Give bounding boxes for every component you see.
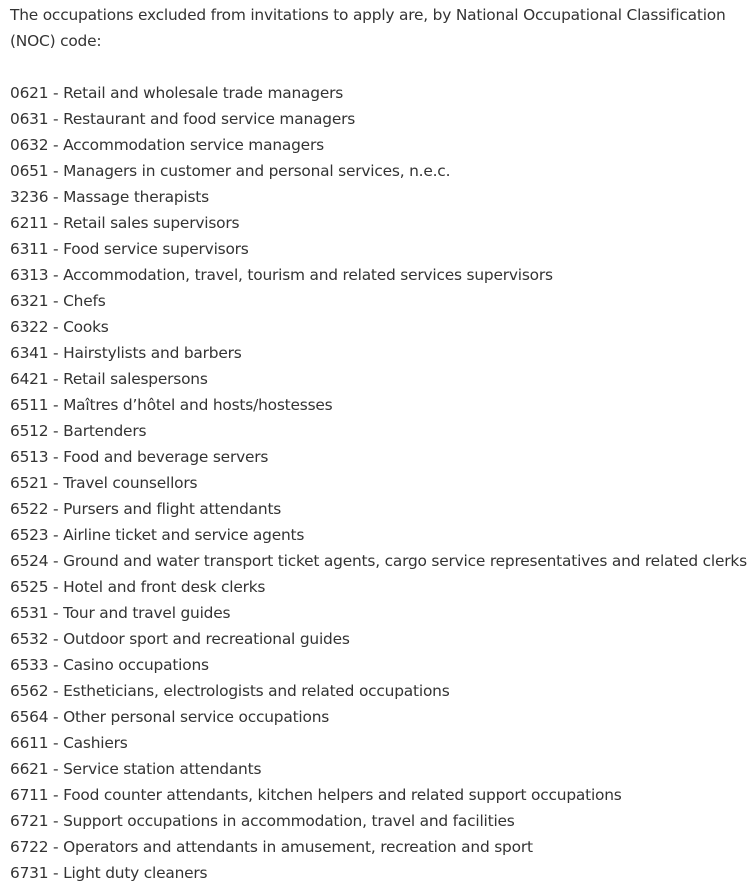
occupation-item: 6313 - Accommodation, travel, tourism and related services supervisors — [10, 266, 553, 284]
occupation-item: 6621 - Service station attendants — [10, 760, 262, 778]
occupation-item: 6513 - Food and beverage servers — [10, 448, 269, 466]
occupation-item: 6533 - Casino occupations — [10, 656, 209, 674]
occupation-item: 6521 - Travel counsellors — [10, 474, 198, 492]
intro-text: The occupations excluded from invitations to apply are, by National Occupational Classification (NOC) code: — [10, 6, 726, 50]
occupation-item: 0631 - Restaurant and food service managers — [10, 110, 356, 128]
blank-line — [10, 54, 756, 80]
occupation-item: 6711 - Food counter attendants, kitchen helpers and related support occupations — [10, 786, 622, 804]
occupation-item: 6523 - Airline ticket and service agents — [10, 526, 305, 544]
occupation-item: 6341 - Hairstylists and barbers — [10, 344, 242, 362]
occupation-item: 0621 - Retail and wholesale trade managers — [10, 84, 344, 102]
occupation-item: 6611 - Cashiers — [10, 734, 128, 752]
occupation-item: 3236 - Massage therapists — [10, 188, 209, 206]
occupation-item: 6722 - Operators and attendants in amusement, recreation and sport — [10, 838, 533, 856]
occupation-item: 6532 - Outdoor sport and recreational guides — [10, 630, 350, 648]
occupation-item: 6512 - Bartenders — [10, 422, 147, 440]
occupation-item: 0632 - Accommodation service managers — [10, 136, 324, 154]
occupation-item: 6311 - Food service supervisors — [10, 240, 249, 258]
occupation-item: 6522 - Pursers and flight attendants — [10, 500, 282, 518]
occupation-item: 6525 - Hotel and front desk clerks — [10, 578, 266, 596]
occupation-item: 6211 - Retail sales supervisors — [10, 214, 240, 232]
occupation-item: 6511 - Maîtres d’hôtel and hosts/hostesses — [10, 396, 333, 414]
occupation-item: 6531 - Tour and travel guides — [10, 604, 231, 622]
occupation-list — [10, 80, 756, 886]
occupation-item: 6321 - Chefs — [10, 292, 106, 310]
occupation-item: 6721 - Support occupations in accommodation, travel and facilities — [10, 812, 515, 830]
occupation-item: 6564 - Other personal service occupations — [10, 708, 330, 726]
occupation-item: 0651 - Managers in customer and personal services, n.e.c. — [10, 162, 451, 180]
occupation-item: 6562 - Estheticians, electrologists and related occupations — [10, 682, 450, 700]
occupation-item: 6731 - Light duty cleaners — [10, 864, 208, 882]
occupation-item: 6421 - Retail salespersons — [10, 370, 208, 388]
occupation-item: 6524 - Ground and water transport ticket agents, cargo service representatives and related clerks — [10, 552, 747, 570]
occupation-item: 6322 - Cooks — [10, 318, 109, 336]
